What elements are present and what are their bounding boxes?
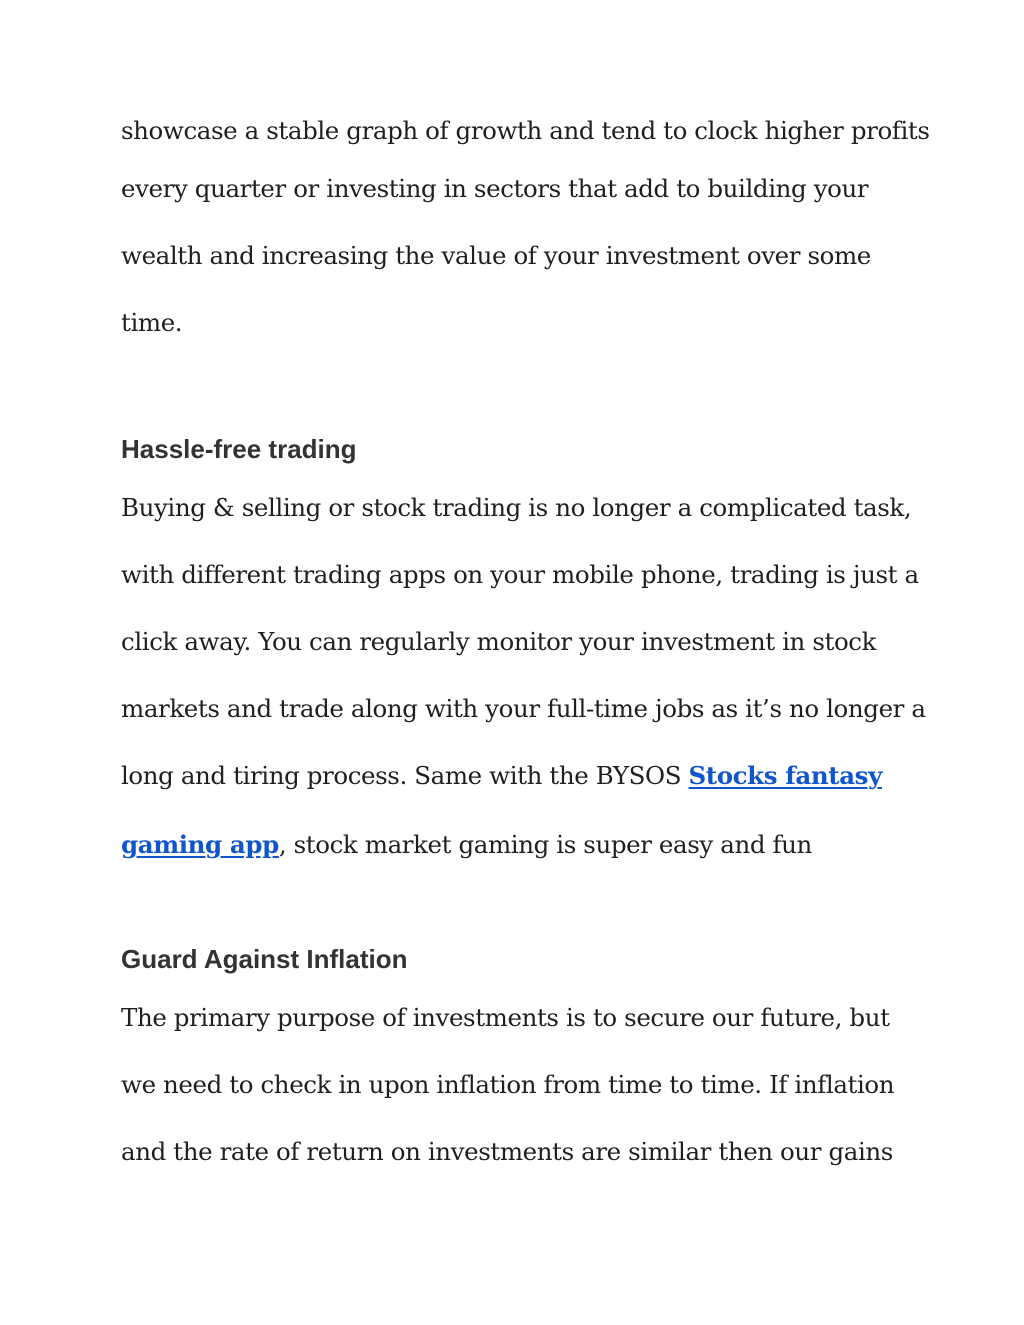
paragraph-line: and the rate of return on investments are similar then our gains bbox=[121, 1137, 893, 1166]
section-heading-trading: Hassle-free trading bbox=[121, 434, 357, 464]
paragraph-line: The primary purpose of investments is to secure our future, but bbox=[121, 1003, 890, 1032]
paragraph-line bbox=[121, 761, 882, 790]
paragraph-line: markets and trade along with your full-time jobs as it’s no longer a bbox=[121, 694, 926, 723]
paragraph-text: , stock market gaming is super easy and fun bbox=[278, 830, 812, 859]
paragraph-line: with different trading apps on your mobile phone, trading is just a bbox=[121, 560, 919, 589]
section-heading-inflation: Guard Against Inflation bbox=[121, 944, 408, 974]
paragraph-line: every quarter or investing in sectors that add to building your bbox=[121, 174, 869, 203]
paragraph-text: long and tiring process. Same with the BYSOS bbox=[121, 761, 689, 790]
paragraph-line bbox=[121, 830, 812, 859]
paragraph-line: Buying & selling or stock trading is no longer a complicated task, bbox=[121, 493, 912, 522]
stocks-fantasy-link[interactable]: Stocks fantasy bbox=[688, 761, 882, 790]
paragraph-line: showcase a stable graph of growth and tend to clock higher profits bbox=[121, 116, 930, 145]
paragraph-line: wealth and increasing the value of your investment over some bbox=[121, 241, 871, 270]
paragraph-line: we need to check in upon inflation from time to time. If inflation bbox=[121, 1070, 895, 1099]
paragraph-line: click away. You can regularly monitor your investment in stock bbox=[121, 627, 877, 656]
paragraph-line: time. bbox=[121, 308, 183, 337]
gaming-app-link[interactable]: gaming app bbox=[121, 830, 279, 859]
